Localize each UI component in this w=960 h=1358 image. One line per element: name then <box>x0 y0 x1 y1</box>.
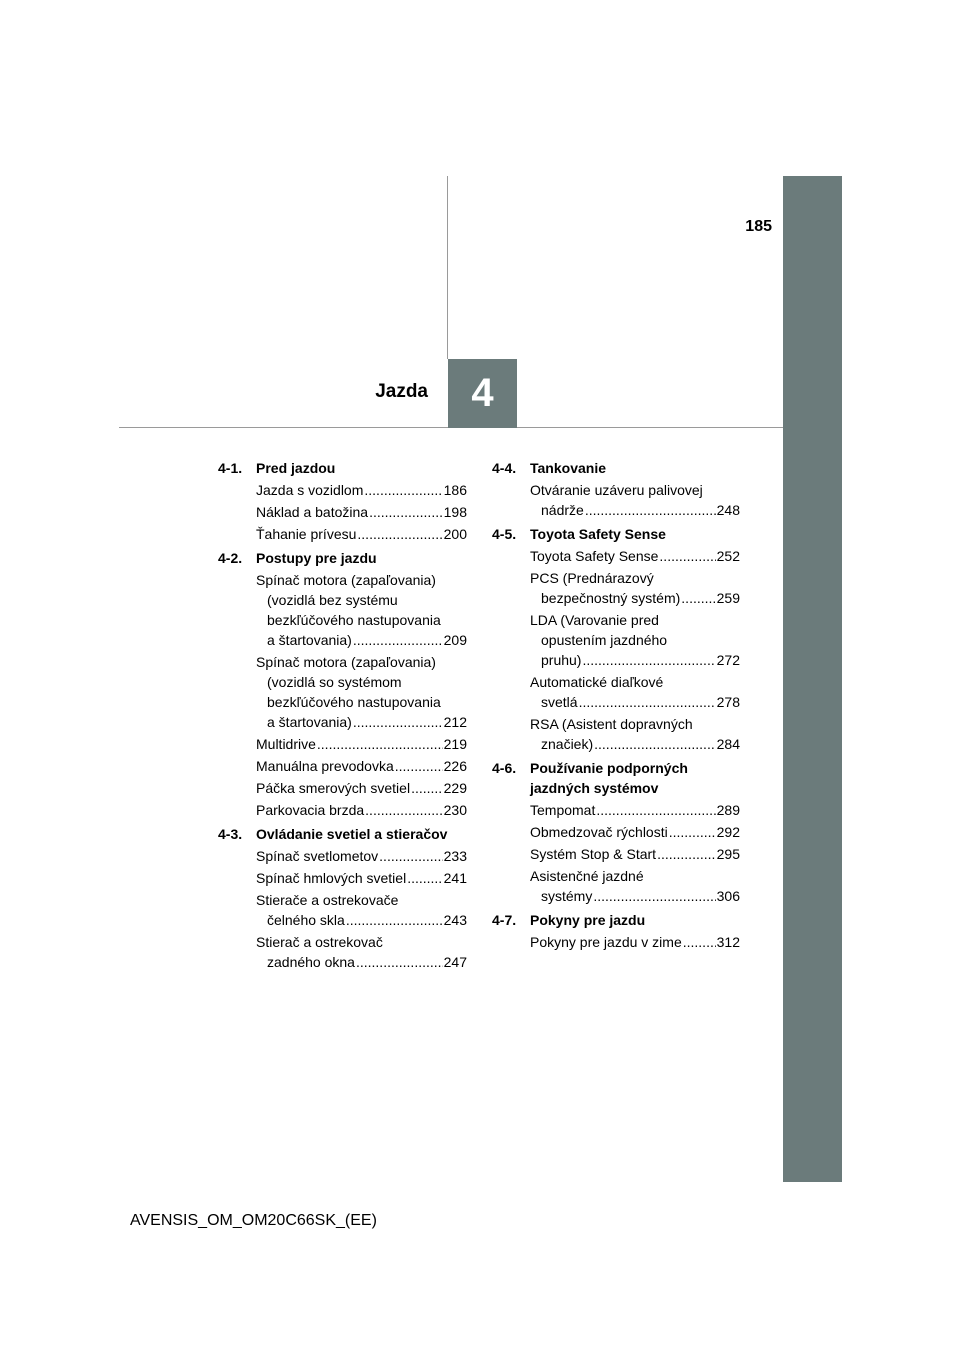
toc-section <box>492 458 740 520</box>
toc-column-left <box>218 458 467 976</box>
toc-entry-title-line: systémy <box>541 888 593 904</box>
toc-entry-page: 289 <box>716 802 740 818</box>
toc-section-number: 4-6. <box>492 760 517 776</box>
toc-entry-title: Pokyny pre jazdu v zime <box>530 934 682 950</box>
toc-leader-dots <box>594 734 716 754</box>
toc-entry-title: Páčka smerových svetiel <box>256 780 411 796</box>
toc-section-heading <box>218 824 467 844</box>
toc-entry-title-line: RSA (Asistent dopravných <box>530 716 693 732</box>
toc-entry-title-line: Spínač motora (zapaľovania) <box>256 654 436 670</box>
toc-section-title: Pokyny pre jazdu <box>530 912 646 928</box>
toc-leader-dots <box>369 502 443 522</box>
toc-entry-page: 252 <box>716 548 740 564</box>
chapter-title: Jazda <box>375 381 428 402</box>
toc-section <box>492 758 740 906</box>
toc-section-number: 4-7. <box>492 912 517 928</box>
toc-section-heading <box>218 548 467 568</box>
toc-entry-title: Obmedzovač rýchlosti <box>530 824 668 840</box>
toc-leader-dots <box>593 886 715 906</box>
toc-entry[interactable] <box>530 568 740 608</box>
toc-entry[interactable] <box>256 734 467 754</box>
toc-entry-title-line: značiek) <box>541 736 594 752</box>
toc-section-number: 4-2. <box>218 550 243 566</box>
toc-entry[interactable] <box>256 778 467 798</box>
toc-section-number: 4-5. <box>492 526 517 542</box>
toc-entry-title: Systém Stop & Start <box>530 846 657 862</box>
document-footer: AVENSIS_OM_OM20C66SK_(EE) <box>130 1212 377 1229</box>
toc-leader-dots <box>657 844 716 864</box>
toc-entry[interactable] <box>256 868 467 888</box>
toc-entry-page: 248 <box>716 502 740 518</box>
toc-entry-page: 230 <box>443 802 467 818</box>
toc-leader-dots <box>353 712 443 732</box>
toc-entry-page: 233 <box>443 848 467 864</box>
toc-entry-title: Spínač hmlových svetiel <box>256 870 407 886</box>
toc-entry[interactable] <box>530 800 740 820</box>
toc-entry[interactable] <box>256 480 467 500</box>
toc-entry-last-line <box>530 734 740 754</box>
toc-entry-title-line: svetlá <box>541 694 578 710</box>
toc-entry-title: Parkovacia brzda <box>256 802 365 818</box>
toc-entry[interactable] <box>530 866 740 906</box>
toc-entry-title-line: opustením jazdného <box>541 632 668 648</box>
toc-entry[interactable] <box>256 502 467 522</box>
toc-entry-title-line: (vozidlá bez systému <box>267 592 398 608</box>
toc-entry-page: 200 <box>443 526 467 542</box>
page-number: 185 <box>745 218 772 235</box>
chapter-number-box: 4 <box>448 359 517 428</box>
toc-entry-page: 278 <box>716 694 740 710</box>
toc-section-heading <box>218 458 467 478</box>
toc-leader-dots <box>365 800 442 820</box>
toc-entry-title-line: Otváranie uzáveru palivovej <box>530 482 703 498</box>
toc-entry[interactable] <box>530 714 740 754</box>
toc-entry[interactable] <box>256 800 467 820</box>
toc-leader-dots <box>357 524 442 544</box>
toc-entry[interactable] <box>256 652 467 732</box>
toc-section <box>218 458 467 544</box>
toc-leader-dots <box>407 868 442 888</box>
toc-section-title: Postupy pre jazdu <box>256 550 377 566</box>
toc-entry-page: 306 <box>716 888 740 904</box>
toc-leader-dots <box>411 778 443 798</box>
toc-entry-last-line <box>256 952 467 972</box>
toc-entry[interactable] <box>530 672 740 712</box>
toc-entry-title-line: Spínač motora (zapaľovania) <box>256 572 436 588</box>
toc-entry-last-line <box>530 886 740 906</box>
toc-entry[interactable] <box>256 890 467 930</box>
toc-entry-last-line <box>530 500 740 520</box>
toc-entry[interactable] <box>256 756 467 776</box>
toc-entry-title-line: bezpečnostný systém) <box>541 590 681 606</box>
toc-leader-dots <box>379 846 442 866</box>
toc-entry-page: 312 <box>716 934 740 950</box>
toc-entry-title-line: zadného okna <box>267 954 355 970</box>
toc-entry-page: 284 <box>716 736 740 752</box>
toc-leader-dots <box>579 692 716 712</box>
toc-section-heading <box>492 524 740 544</box>
toc-section-heading <box>492 458 740 478</box>
toc-entry-title: Jazda s vozidlom <box>256 482 364 498</box>
toc-section-heading <box>492 910 740 930</box>
toc-entry-title-line: a štartovania) <box>267 714 352 730</box>
toc-entry-title-line: a štartovania) <box>267 632 352 648</box>
toc-entry-title-line: Asistenčné jazdné <box>530 868 644 884</box>
toc-entry-last-line <box>530 650 740 670</box>
vertical-divider <box>447 176 448 359</box>
toc-leader-dots <box>364 480 442 500</box>
toc-entry-title: Toyota Safety Sense <box>530 548 659 564</box>
toc-entry-last-line <box>256 910 467 930</box>
toc-section-title: Používanie podporných jazdných systémov <box>530 760 688 796</box>
toc-section-number: 4-3. <box>218 826 243 842</box>
toc-entry-title-line: čelného skla <box>267 912 345 928</box>
toc-leader-dots <box>356 952 443 972</box>
toc-leader-dots <box>683 932 716 952</box>
toc-entry[interactable] <box>530 480 740 520</box>
toc-entry-last-line <box>256 630 467 650</box>
toc-entry-title-line: nádrže <box>541 502 584 518</box>
toc-entry-title-line: Automatické diaľkové <box>530 674 664 690</box>
toc-entry-page: 292 <box>716 824 740 840</box>
toc-section <box>218 548 467 820</box>
toc-entry-page: 198 <box>443 504 467 520</box>
toc-entry-page: 219 <box>443 736 467 752</box>
toc-entry[interactable] <box>256 932 467 972</box>
toc-entry-title: Ťahanie prívesu <box>256 526 357 542</box>
toc-entry-last-line <box>530 588 740 608</box>
toc-section <box>492 910 740 952</box>
toc-entry-page: 209 <box>443 632 467 648</box>
toc-leader-dots <box>659 546 715 566</box>
toc-entry[interactable] <box>256 570 467 650</box>
toc-section-heading <box>492 758 740 798</box>
toc-leader-dots <box>353 630 443 650</box>
toc-entry-page: 229 <box>443 780 467 796</box>
toc-entry-title-line: PCS (Prednárazový <box>530 570 654 586</box>
toc-entry[interactable] <box>530 610 740 670</box>
toc-section-title: Pred jazdou <box>256 460 336 476</box>
toc-section <box>218 824 467 972</box>
toc-entry-title-line: (vozidlá so systémom <box>267 674 402 690</box>
toc-entry-page: 247 <box>443 954 467 970</box>
toc-entry-last-line <box>256 712 467 732</box>
toc-section-number: 4-4. <box>492 460 517 476</box>
toc-leader-dots <box>582 650 715 670</box>
toc-section-title: Ovládanie svetiel a stieračov <box>256 826 448 842</box>
toc-entry-page: 259 <box>716 590 740 606</box>
toc-entry-page: 186 <box>443 482 467 498</box>
toc-entry-title-line: Stierače a ostrekovače <box>256 892 399 908</box>
toc-entry-title-line: Stierač a ostrekovač <box>256 934 383 950</box>
toc-leader-dots <box>395 756 443 776</box>
toc-section-title: Toyota Safety Sense <box>530 526 666 542</box>
toc-leader-dots <box>585 500 716 520</box>
toc-entry-title-line: pruhu) <box>541 652 582 668</box>
toc-leader-dots <box>317 734 443 754</box>
toc-section-title: Tankovanie <box>530 460 606 476</box>
toc-entry-title: Spínač svetlometov <box>256 848 379 864</box>
toc-entry-last-line <box>530 692 740 712</box>
toc-entry[interactable] <box>256 846 467 866</box>
toc-entry-title: Manuálna prevodovka <box>256 758 394 774</box>
toc-entry-title: Multidrive <box>256 736 316 752</box>
toc-section <box>492 524 740 754</box>
toc-entry-page: 212 <box>443 714 467 730</box>
toc-entry[interactable] <box>530 546 740 566</box>
toc-entry[interactable] <box>530 932 740 952</box>
toc-entry-title: Náklad a batožina <box>256 504 369 520</box>
toc-entry[interactable] <box>256 524 467 544</box>
toc-entry-page: 243 <box>443 912 467 928</box>
toc-leader-dots <box>596 800 715 820</box>
toc-leader-dots <box>669 822 716 842</box>
toc-leader-dots <box>681 588 715 608</box>
toc-entry-page: 241 <box>443 870 467 886</box>
toc-entry[interactable] <box>530 822 740 842</box>
toc-entry-title-line: bezkľúčového nastupovania <box>267 694 441 710</box>
toc-column-right <box>492 458 740 956</box>
toc-entry-title-line: bezkľúčového nastupovania <box>267 612 441 628</box>
toc-entry-page: 295 <box>716 846 740 862</box>
toc-entry-page: 272 <box>716 652 740 668</box>
toc-leader-dots <box>346 910 443 930</box>
toc-entry-title: Tempomat <box>530 802 596 818</box>
toc-section-number: 4-1. <box>218 460 243 476</box>
toc-entry[interactable] <box>530 844 740 864</box>
chapter-side-tab <box>783 176 842 1182</box>
toc-entry-title-line: LDA (Varovanie pred <box>530 612 659 628</box>
toc-entry-page: 226 <box>443 758 467 774</box>
